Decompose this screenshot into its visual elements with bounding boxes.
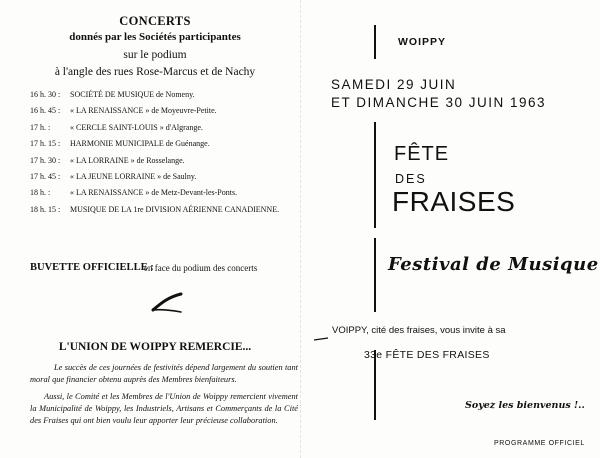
- programme-time: 16 h. 30 :: [30, 90, 61, 99]
- buvette-text: en face du podium des concerts: [144, 263, 258, 273]
- programme-row: [30, 185, 310, 201]
- dash-mark: [313, 336, 329, 342]
- date-line-1: SAMEDI 29 JUIN: [331, 77, 457, 92]
- programme-time: 18 h. 15 :: [30, 204, 61, 214]
- programme-act: « LA RENAISSANCE » de Moyeuvre-Petite.: [70, 106, 217, 116]
- concerts-place-line2: à l'angle des rues Rose-Marcus et de Nachy: [54, 66, 256, 78]
- programme-row: [30, 202, 310, 218]
- programme-row: [30, 169, 310, 185]
- city-name: WOIPPY: [398, 36, 447, 48]
- des-word: DES: [395, 172, 427, 186]
- programme-act: « LA JEUNE LORRAINE » de Saulny.: [70, 171, 197, 181]
- union-body: [30, 362, 298, 432]
- programme-time: 18 h. :: [30, 188, 51, 198]
- programme-act: « LA LORRAINE » de Rosselange.: [70, 155, 185, 165]
- welcome-text: Soyez les bienvenus !..: [465, 400, 585, 411]
- fete-word: FÊTE: [394, 143, 450, 165]
- swoosh-mark: [150, 292, 184, 314]
- vertical-rule: [374, 238, 376, 312]
- union-title: L'UNION DE WOIPPY REMERCIE...: [58, 341, 252, 353]
- edition-line: 33e FÊTE DES FRAISES: [364, 349, 490, 361]
- programme-act: « CERCLE SAINT-LOUIS » d'Algrange.: [70, 122, 203, 132]
- programme-label: PROGRAMME OFFICIEL: [494, 440, 585, 447]
- programme-act: MUSIQUE DE LA 1re DIVISION AÉRIENNE CANADIENNE.: [70, 204, 280, 214]
- concerts-place-line1: sur le podium: [123, 49, 187, 61]
- concert-programme-list: [30, 87, 310, 218]
- programme-row: [30, 120, 310, 136]
- vertical-rule: [374, 25, 376, 59]
- programme-row: [30, 103, 310, 119]
- union-paragraph-1: Le succès de ces journées de festivités dépend largement du soutien tant moral que financier obtenu auprès des Membres bienfaiteurs.: [30, 363, 298, 384]
- programme-act: HARMONIE MUNICIPALE de Guénange.: [70, 139, 210, 149]
- programme-time: 17 h. 15 :: [30, 139, 61, 149]
- programme-row: [30, 136, 310, 152]
- vertical-rule: [374, 122, 376, 228]
- invite-line: VOIPPY, cité des fraises, vous invite à sa: [332, 325, 506, 336]
- programme-act: « LA RENAISSANCE » de Metz-Devant-les-Ponts.: [70, 188, 238, 198]
- buvette-label: BUVETTE OFFICIELLE :: [30, 262, 154, 273]
- programme-time: 17 h. :: [30, 122, 51, 132]
- programme-time: 16 h. 45 :: [30, 106, 61, 116]
- festival-heading: Festival de Musique: [388, 254, 599, 275]
- programme-row: [30, 87, 310, 103]
- programme-act: SOCIÉTÉ DE MUSIQUE de Nomeny.: [70, 90, 195, 99]
- programme-row: [30, 153, 310, 169]
- concerts-title: CONCERTS: [119, 14, 191, 28]
- fraises-word: FRAISES: [392, 186, 516, 217]
- fold-divider: [300, 0, 302, 458]
- union-paragraph-2: Aussi, le Comité et les Membres de l'Union de Woippy remercient vivement la Municipalité de Woippy, les Industriels, Artisans et Commerçants de la Cité des Fraises qui ont bien voulu leur apporter leur précieuse collaboration.: [30, 392, 298, 425]
- date-line-2: ET DIMANCHE 30 JUIN 1963: [331, 95, 547, 110]
- programme-time: 17 h. 45 :: [30, 171, 61, 181]
- programme-time: 17 h. 30 :: [30, 155, 61, 165]
- concerts-subtitle: donnés par les Sociétés participantes: [69, 31, 241, 43]
